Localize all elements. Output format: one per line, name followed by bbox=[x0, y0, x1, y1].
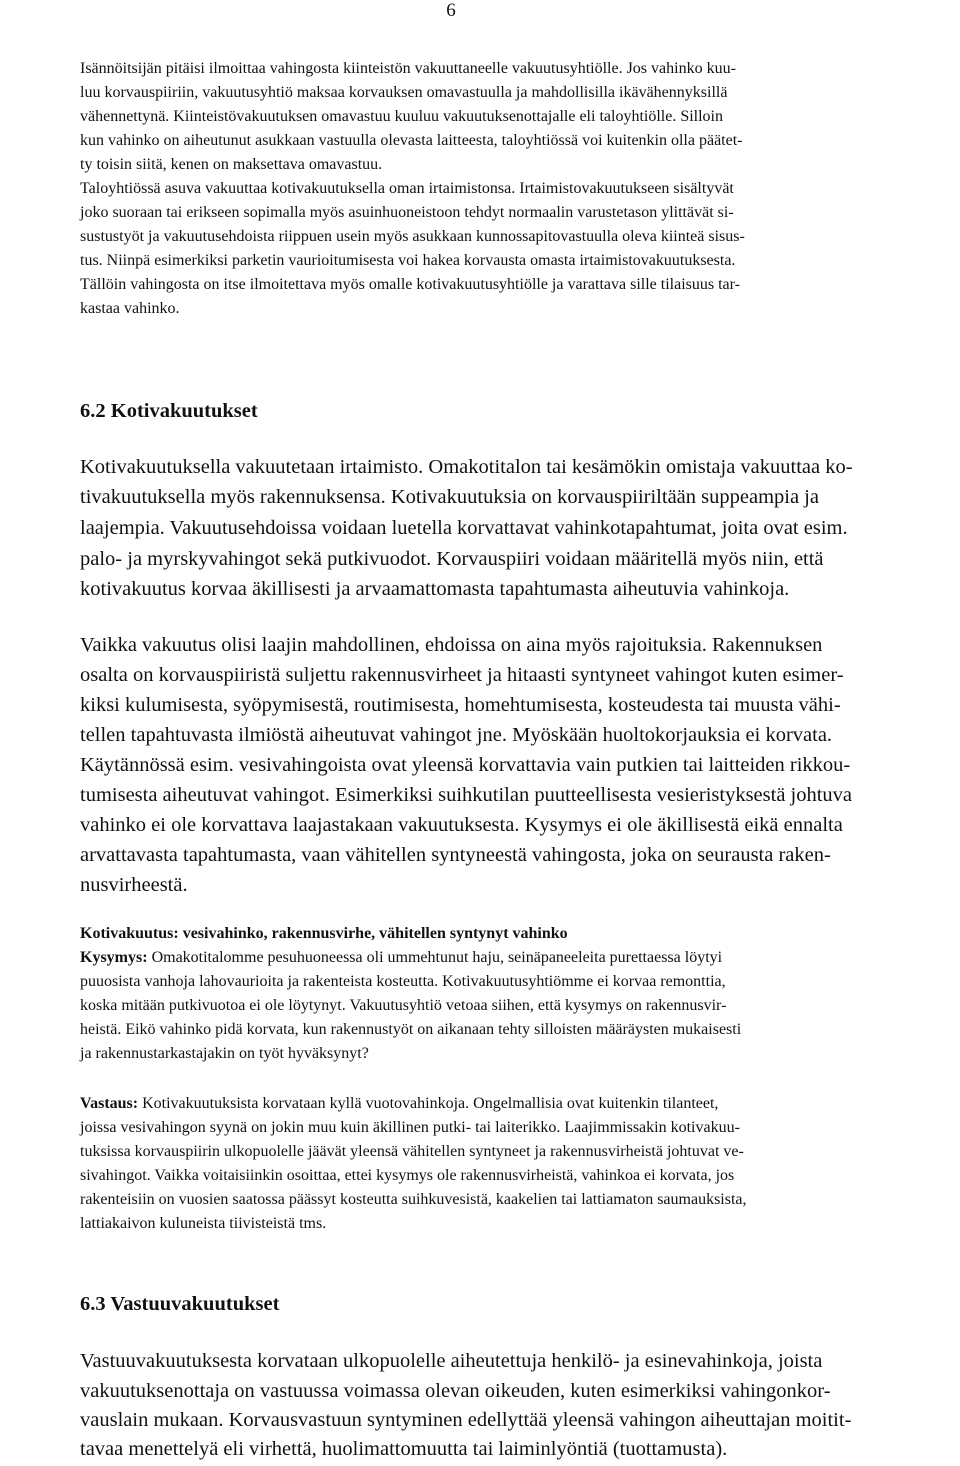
text-line: Isännöitsijän pitäisi ilmoittaa vahingosta kiinteistön vakuuttaneelle vakuutusyhtiölle. Jos vahinko kuu- bbox=[80, 60, 736, 77]
text-line: kastaa vahinko. bbox=[80, 300, 180, 317]
text-line: puuosista vanhoja lahovaurioita ja rakenteista kosteutta. Kotivakuutusyhtiömme ei korvaa remonttia, bbox=[80, 973, 726, 990]
text-line: sivahingot. Vaikka voitaisiinkin osoittaa, ettei kysymys ole rakennusvirheistä, vahinkoa ei korvata, jos bbox=[80, 1167, 735, 1184]
answer-label: Vastaus: bbox=[80, 1095, 139, 1112]
text-line: joko suoraan tai erikseen sopimalla myös asuinhuoneistoon tehdyt normaalin varustetason ylittävät si- bbox=[80, 204, 734, 221]
section-heading: 6.3 Vastuuvakuutukset bbox=[80, 1293, 280, 1315]
text-line: kiksi kulumisesta, syöpymisestä, routimisesta, homehtumisesta, kosteudesta tai muusta vähi- bbox=[80, 694, 841, 716]
text-line: Vaikka vakuutus olisi laajin mahdollinen, ehdoissa on aina myös rajoituksia. Rakennuksen bbox=[80, 634, 823, 656]
text-line: joissa vesivahingon syynä on jokin muu kuin äkillinen putki- tai laiterikko. Laajimmissakin kotivakuu- bbox=[80, 1119, 740, 1136]
answer-line bbox=[80, 1095, 718, 1113]
text-line: ty toisin siitä, kenen on maksettava omavastuu. bbox=[80, 156, 383, 173]
text-line: kun vahinko on aiheutunut asukkaan vastuulla olevasta laitteesta, taloyhtiössä voi kuitenkin olla päätet- bbox=[80, 132, 743, 149]
text-line: ja rakennustarkastajakin on työt hyväksynyt? bbox=[80, 1045, 369, 1062]
text-line: tumisesta aiheutuvat vahingot. Esimerkiksi suihkutilan puutteellisesta vesieristyksestä johtuva bbox=[80, 784, 853, 806]
page-number: 6 bbox=[446, 0, 456, 21]
text-line: nusvirheestä. bbox=[80, 874, 188, 896]
text-line: tus. Niinpä esimerkiksi parketin vaurioitumisesta voi hakea korvausta omasta irtaimistovakuutuksesta. bbox=[80, 252, 736, 269]
text-line: kotivakuutus korvaa äkillisesti ja arvaamattomasta tapahtumasta aiheutuvia vahinkoja. bbox=[80, 578, 790, 600]
text-line: vauslain mukaan. Korvausvastuun syntyminen edellyttää yleensä vahingon aiheuttajan moitit- bbox=[80, 1409, 852, 1431]
text-line: Tällöin vahingosta on itse ilmoitettava myös omalle kotivakuutusyhtiölle ja varattava sille tilaisuus tar- bbox=[80, 276, 740, 293]
section-heading: 6.2 Kotivakuutukset bbox=[80, 400, 258, 422]
case-title: Kotivakuutus: vesivahinko, rakennusvirhe, vähitellen syntynyt vahinko bbox=[80, 925, 568, 942]
text-line: tivakuutuksella myös rakennuksensa. Kotivakuutuksia on korvauspiiriltään suppeampia ja bbox=[80, 486, 819, 508]
text-line: Kotivakuutuksella vakuutetaan irtaimisto. Omakotitalon tai kesämökin omistaja vakuuttaa ko- bbox=[80, 456, 853, 478]
text-line: Käytännössä esim. vesivahingoista ovat yleensä korvattavia vain putkien tai laitteiden rikkou- bbox=[80, 754, 851, 776]
text-line: tuksissa korvauspiirin ulkopuolelle jäävät yleensä vähitellen syntyneet ja rakennusvirheistä johtuvat ve- bbox=[80, 1143, 744, 1160]
text-line: laajempia. Vakuutusehdoissa voidaan luetella korvattavat vahinkotapahtumat, joita ovat esim. bbox=[80, 517, 848, 539]
question-line bbox=[80, 949, 722, 967]
text-line: rakenteisiin on vuosien saatossa päässyt kosteutta suihkuvesistä, kaakelien tai lattiamaton saumauksista, bbox=[80, 1191, 747, 1208]
text-line: vakuutuksenottaja on vastuussa voimassa olevan oikeuden, kuten esimerkiksi vahingonkor- bbox=[80, 1380, 831, 1402]
question-text: Omakotitalomme pesuhuoneessa oli ummehtunut haju, seinäpaneeleita purettaessa löytyi bbox=[147, 949, 723, 966]
text-line: sustustyöt ja vakuutusehdoista riippuen usein myös asukkaan kunnossapitovastuulla oleva kiinteä sisus- bbox=[80, 228, 745, 245]
text-line: arvattavasta tapahtumasta, vaan vähitellen syntyneestä vahingosta, joka on seurausta raken- bbox=[80, 844, 831, 866]
text-line: tavaa menettelyä eli virhettä, huolimattomuutta tai laiminlyöntiä (tuottamusta). bbox=[80, 1438, 728, 1460]
text-line: luu korvauspiiriin, vakuutusyhtiö maksaa korvauksen omavastuulla ja mahdollisilla ikävähennyksillä bbox=[80, 84, 728, 101]
text-line: koska mitään putkivuotoa ei ole löytynyt. Vakuutusyhtiö vetoaa siihen, että kysymys on rakennusvir- bbox=[80, 997, 727, 1014]
text-line: osalta on korvauspiiristä suljettu rakennusvirheet ja hitaasti syntyneet vahingot kuten esimer- bbox=[80, 664, 844, 686]
text-line: tellen tapahtuvasta ilmiöstä aiheutuvat vahingot jne. Myöskään huoltokorjauksia ei korvata. bbox=[80, 724, 833, 746]
text-line: vahinko ei ole korvattava laajastakaan vakuutuksesta. Kysymys ei ole äkillisestä eikä ennalta bbox=[80, 814, 843, 836]
text-line: Vastuuvakuutuksesta korvataan ulkopuolelle aiheutettuja henkilö- ja esinevahinkoja, joista bbox=[80, 1350, 823, 1372]
text-line: vähennettynä. Kiinteistövakuutuksen omavastuu kuuluu vakuutuksenottajalle eli taloyhtiölle. Silloin bbox=[80, 108, 723, 125]
question-label: Kysymys: bbox=[80, 949, 148, 966]
answer-text: Kotivakuutuksista korvataan kyllä vuotovahinkoja. Ongelmallisia ovat kuitenkin tilanteet, bbox=[138, 1095, 719, 1112]
text-line: palo- ja myrskyvahingot sekä putkivuodot. Korvauspiiri voidaan määritellä myös niin, että bbox=[80, 548, 824, 570]
text-line: heistä. Eikö vahinko pidä korvata, kun rakennustyöt on aikanaan tehty silloisten määräysten mukaisesti bbox=[80, 1021, 742, 1038]
text-line: Taloyhtiössä asuva vakuuttaa kotivakuutuksella oman irtaimistonsa. Irtaimistovakuutukseen sisältyvät bbox=[80, 180, 734, 197]
text-line: lattiakaivon kuluneista tiivisteistä tms. bbox=[80, 1215, 327, 1232]
